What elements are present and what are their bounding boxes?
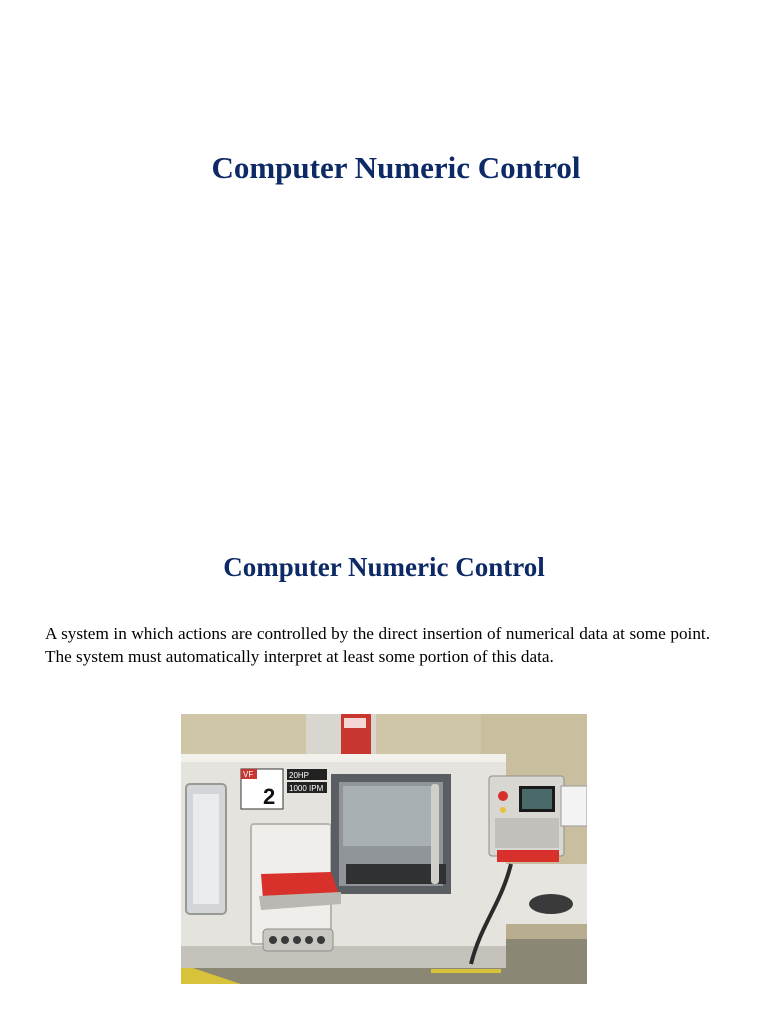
slide-2-title: Computer Numeric Control bbox=[223, 552, 545, 582]
slide-1-title: Computer Numeric Control bbox=[211, 150, 581, 185]
slide-2 bbox=[0, 512, 768, 1024]
spec-badge-hp: 20HP bbox=[289, 771, 310, 780]
vf-panel-label: VF bbox=[243, 770, 254, 779]
slide-2-body: A system in which actions are controlled by the direct insertion of numerical data at some point. The system must automatically interpret at least some portion of this data. bbox=[45, 624, 710, 666]
vf-model-number: 2 bbox=[263, 784, 276, 809]
cnc-machine-photo bbox=[181, 714, 587, 984]
spec-badge-ipm: 1000 IPM bbox=[289, 784, 324, 793]
